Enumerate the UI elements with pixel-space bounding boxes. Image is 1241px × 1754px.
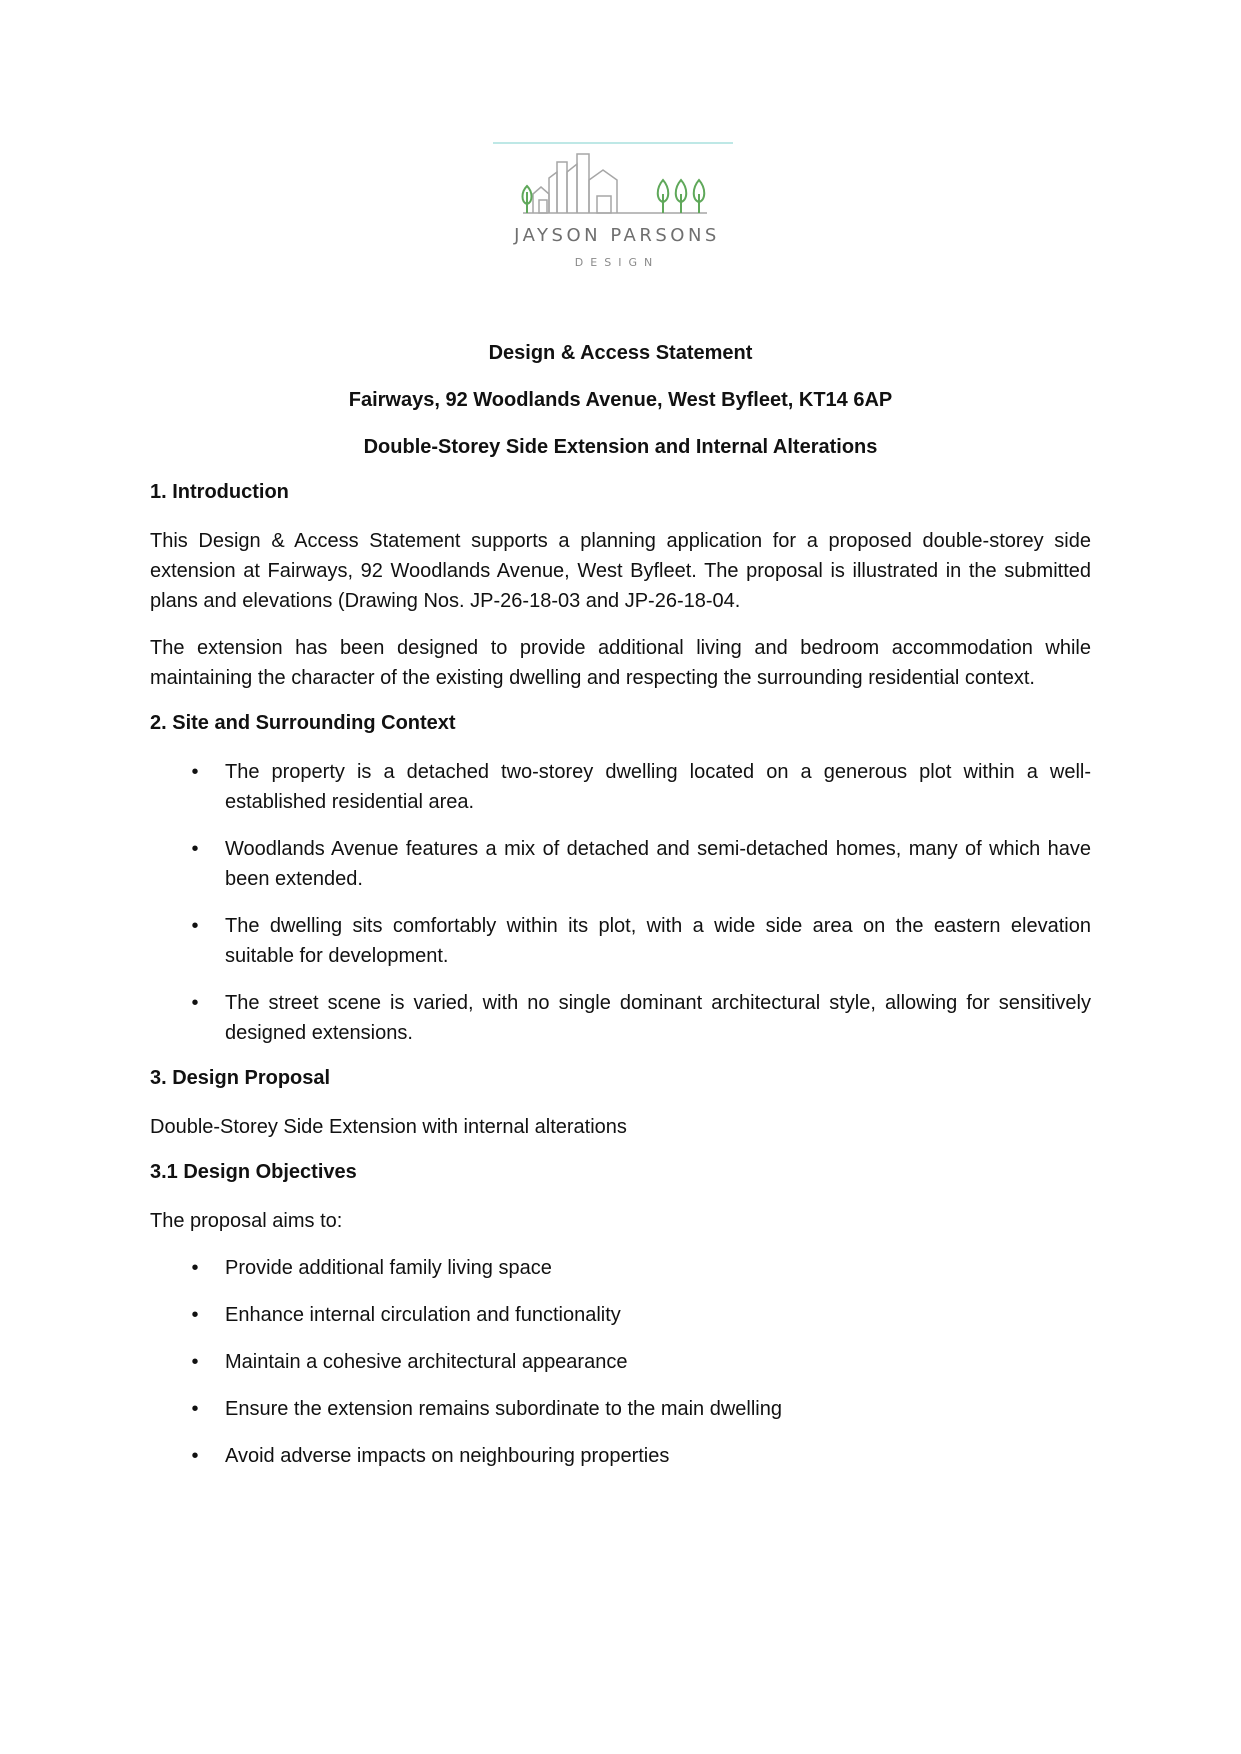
list-item [150, 1253, 1091, 1283]
list-item [150, 1300, 1091, 1330]
document-body [150, 479, 1091, 1488]
bullet-icon: • [191, 1257, 199, 1279]
list-item-text: Maintain a cohesive architectural appearance [225, 1351, 628, 1373]
list-item-text: Enhance internal circulation and functionality [225, 1304, 621, 1326]
paragraph: The extension has been designed to provide additional living and bedroom accommodation while maintaining the character of the existing dwelling and respecting the surrounding residential context. [150, 637, 1091, 689]
site-address: Fairways, 92 Woodlands Avenue, West Byfleet, KT14 6AP [348, 389, 893, 411]
section-heading-design-objectives: 3.1 Design Objectives [150, 1161, 357, 1183]
paragraph: The proposal aims to: [150, 1210, 343, 1232]
list-item [150, 911, 1091, 971]
bullet-icon: • [191, 1398, 199, 1420]
list-item-text: The street scene is varied, with no single dominant architectural style, allowing for sensitively designed extensions. [225, 992, 1091, 1044]
list-item-text: The dwelling sits comfortably within its plot, with a wide side area on the eastern elevation suitable for development. [225, 915, 1091, 967]
bullet-list-site-context [150, 757, 1091, 1048]
section-heading-site-context: 2. Site and Surrounding Context [150, 712, 456, 734]
section-heading-design-proposal: 3. Design Proposal [150, 1067, 331, 1089]
list-item-text: The property is a detached two-storey dwelling located on a generous plot within a well-established residential area. [225, 761, 1091, 813]
paragraph: Double-Storey Side Extension with internal alterations [150, 1116, 627, 1138]
list-item-text: Provide additional family living space [225, 1257, 552, 1279]
paragraph: This Design & Access Statement supports a planning application for a proposed double-storey side extension at Fairways, 92 Woodlands Avenue, West Byfleet. The proposal is illustrated in the submitted plans and elevations (Drawing Nos. JP-26-18-03 and JP-26-18-04. [150, 530, 1091, 612]
section-heading-introduction: 1. Introduction [150, 481, 289, 503]
logo-subtitle: DESIGN [574, 256, 660, 269]
list-item [150, 834, 1091, 894]
list-item-text: Avoid adverse impacts on neighbouring properties [225, 1445, 670, 1467]
project-title: Double-Storey Side Extension and Internal Alterations [363, 436, 878, 458]
bullet-icon: • [191, 992, 199, 1014]
list-item [150, 1394, 1091, 1424]
bullet-icon: • [191, 1445, 199, 1467]
list-item [150, 1441, 1091, 1471]
logo-name: JAYSON PARSONS [514, 225, 720, 246]
list-item [150, 1347, 1091, 1377]
list-item [150, 988, 1091, 1048]
company-logo [493, 142, 741, 272]
list-item [150, 757, 1091, 817]
list-item-text: Ensure the extension remains subordinate to the main dwelling [225, 1398, 782, 1420]
skyline-logo-graphic [493, 142, 741, 222]
bullet-icon: • [191, 1304, 199, 1326]
bullet-icon: • [191, 838, 199, 860]
document-title: Design & Access Statement [488, 342, 753, 364]
bullet-icon: • [191, 915, 199, 937]
bullet-icon: • [191, 1351, 199, 1373]
bullet-icon: • [191, 761, 199, 783]
bullet-list-objectives [150, 1253, 1091, 1471]
list-item-text: Woodlands Avenue features a mix of detached and semi-detached homes, many of which have been extended. [225, 838, 1091, 890]
